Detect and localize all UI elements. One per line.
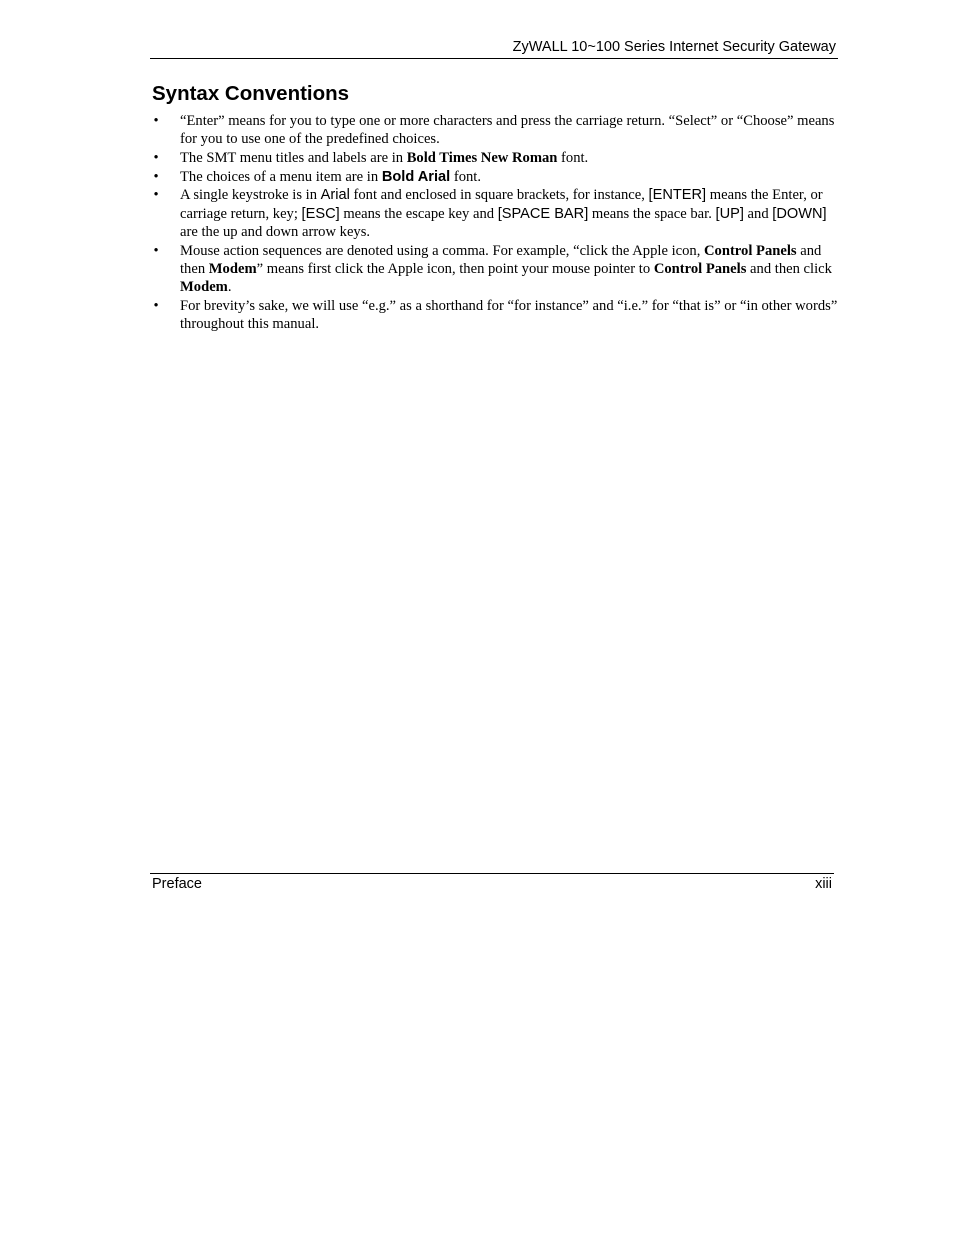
- bullet-item: [150, 186, 840, 241]
- bullet-text-segment: Arial: [320, 187, 350, 204]
- bullet-text-segment: Mouse action sequences are denoted using a comma. For example, “click the Apple icon,: [180, 242, 704, 259]
- bullet-text-segment: and then: [180, 242, 822, 277]
- bullet-text-segment: font.: [450, 168, 482, 185]
- bullet-dot-icon: •: [153, 242, 159, 259]
- section-title: Syntax Conventions: [152, 82, 350, 105]
- bullet-list: [150, 112, 840, 334]
- bullet-text-segment: Bold Arial: [381, 168, 451, 185]
- bullet-text-segment: .: [227, 279, 232, 296]
- bullet-text-segment: means the Enter, or carriage return, key;: [180, 187, 823, 222]
- bullet-dot-icon: •: [153, 187, 159, 204]
- bullet-text-segment: [ENTER]: [648, 187, 707, 204]
- running-header: [150, 37, 838, 59]
- bullet-text: [180, 298, 837, 332]
- bullet-text-segment: Modem: [180, 279, 228, 296]
- bullet-text-segment: [SPACE BAR]: [497, 205, 589, 222]
- bullet-item: [150, 149, 840, 167]
- bullet-dot-icon: •: [153, 149, 159, 166]
- bullet-text-segment: “Enter” means for you to type one or more characters and press the carriage return. “Select” or “Choose” means for you to use one of the predefined choices.: [180, 113, 835, 148]
- bullet-text-segment: and: [743, 205, 773, 222]
- bullet-text-segment: font and enclosed in square brackets, for instance,: [349, 187, 649, 204]
- bullet-text: [180, 113, 834, 147]
- bullet-text-segment: [DOWN]: [772, 205, 827, 222]
- bullet-text-segment: A single keystroke is in: [180, 187, 321, 204]
- footer-rule: [150, 873, 834, 874]
- bullet-text: [180, 243, 832, 296]
- bullet-text: [180, 150, 588, 166]
- bullet-text-segment: means the escape key and: [339, 205, 498, 222]
- bullet-text-segment: For brevity’s sake, we will use “e.g.” as a shorthand for “for instance” and “i.e.” for “that is” or “in other words” throughout this manual.: [180, 297, 838, 333]
- bullet-dot-icon: •: [153, 297, 159, 314]
- bullet-text-segment: Control Panels: [704, 242, 797, 259]
- bullet-item: [150, 297, 840, 334]
- bullet-text-segment: font.: [557, 149, 589, 166]
- bullet-text-segment: Control Panels: [653, 260, 747, 277]
- bullet-text-segment: are the up and down arrow keys.: [180, 223, 371, 240]
- footer-section-name: Preface: [152, 876, 202, 892]
- bullet-dot-icon: •: [153, 113, 159, 129]
- bullet-text: [180, 187, 827, 240]
- bullet-text-segment: means the space bar.: [588, 205, 716, 222]
- bullet-text-segment: Bold Times New Roman: [406, 149, 558, 166]
- bullet-text-segment: The choices of a menu item are in: [180, 168, 382, 185]
- bullet-dot-icon: •: [153, 168, 159, 185]
- bullet-item: [150, 168, 840, 186]
- bullet-item: [150, 242, 840, 297]
- bullet-item: [150, 112, 840, 149]
- bullet-text-segment: ” means first click the Apple icon, then point your mouse pointer to: [256, 260, 654, 277]
- bullet-text-segment: [ESC]: [301, 205, 340, 222]
- running-header-title: ZyWALL 10~100 Series Internet Security Gateway: [512, 39, 836, 55]
- bullet-text-segment: [UP]: [715, 205, 744, 222]
- bullet-text-segment: The SMT menu titles and labels are in: [180, 149, 407, 166]
- bullet-text-segment: and then click: [746, 260, 832, 277]
- bullet-text: [180, 169, 481, 185]
- footer-page-number: xiii: [815, 876, 832, 892]
- bullet-text-segment: Modem: [208, 260, 257, 277]
